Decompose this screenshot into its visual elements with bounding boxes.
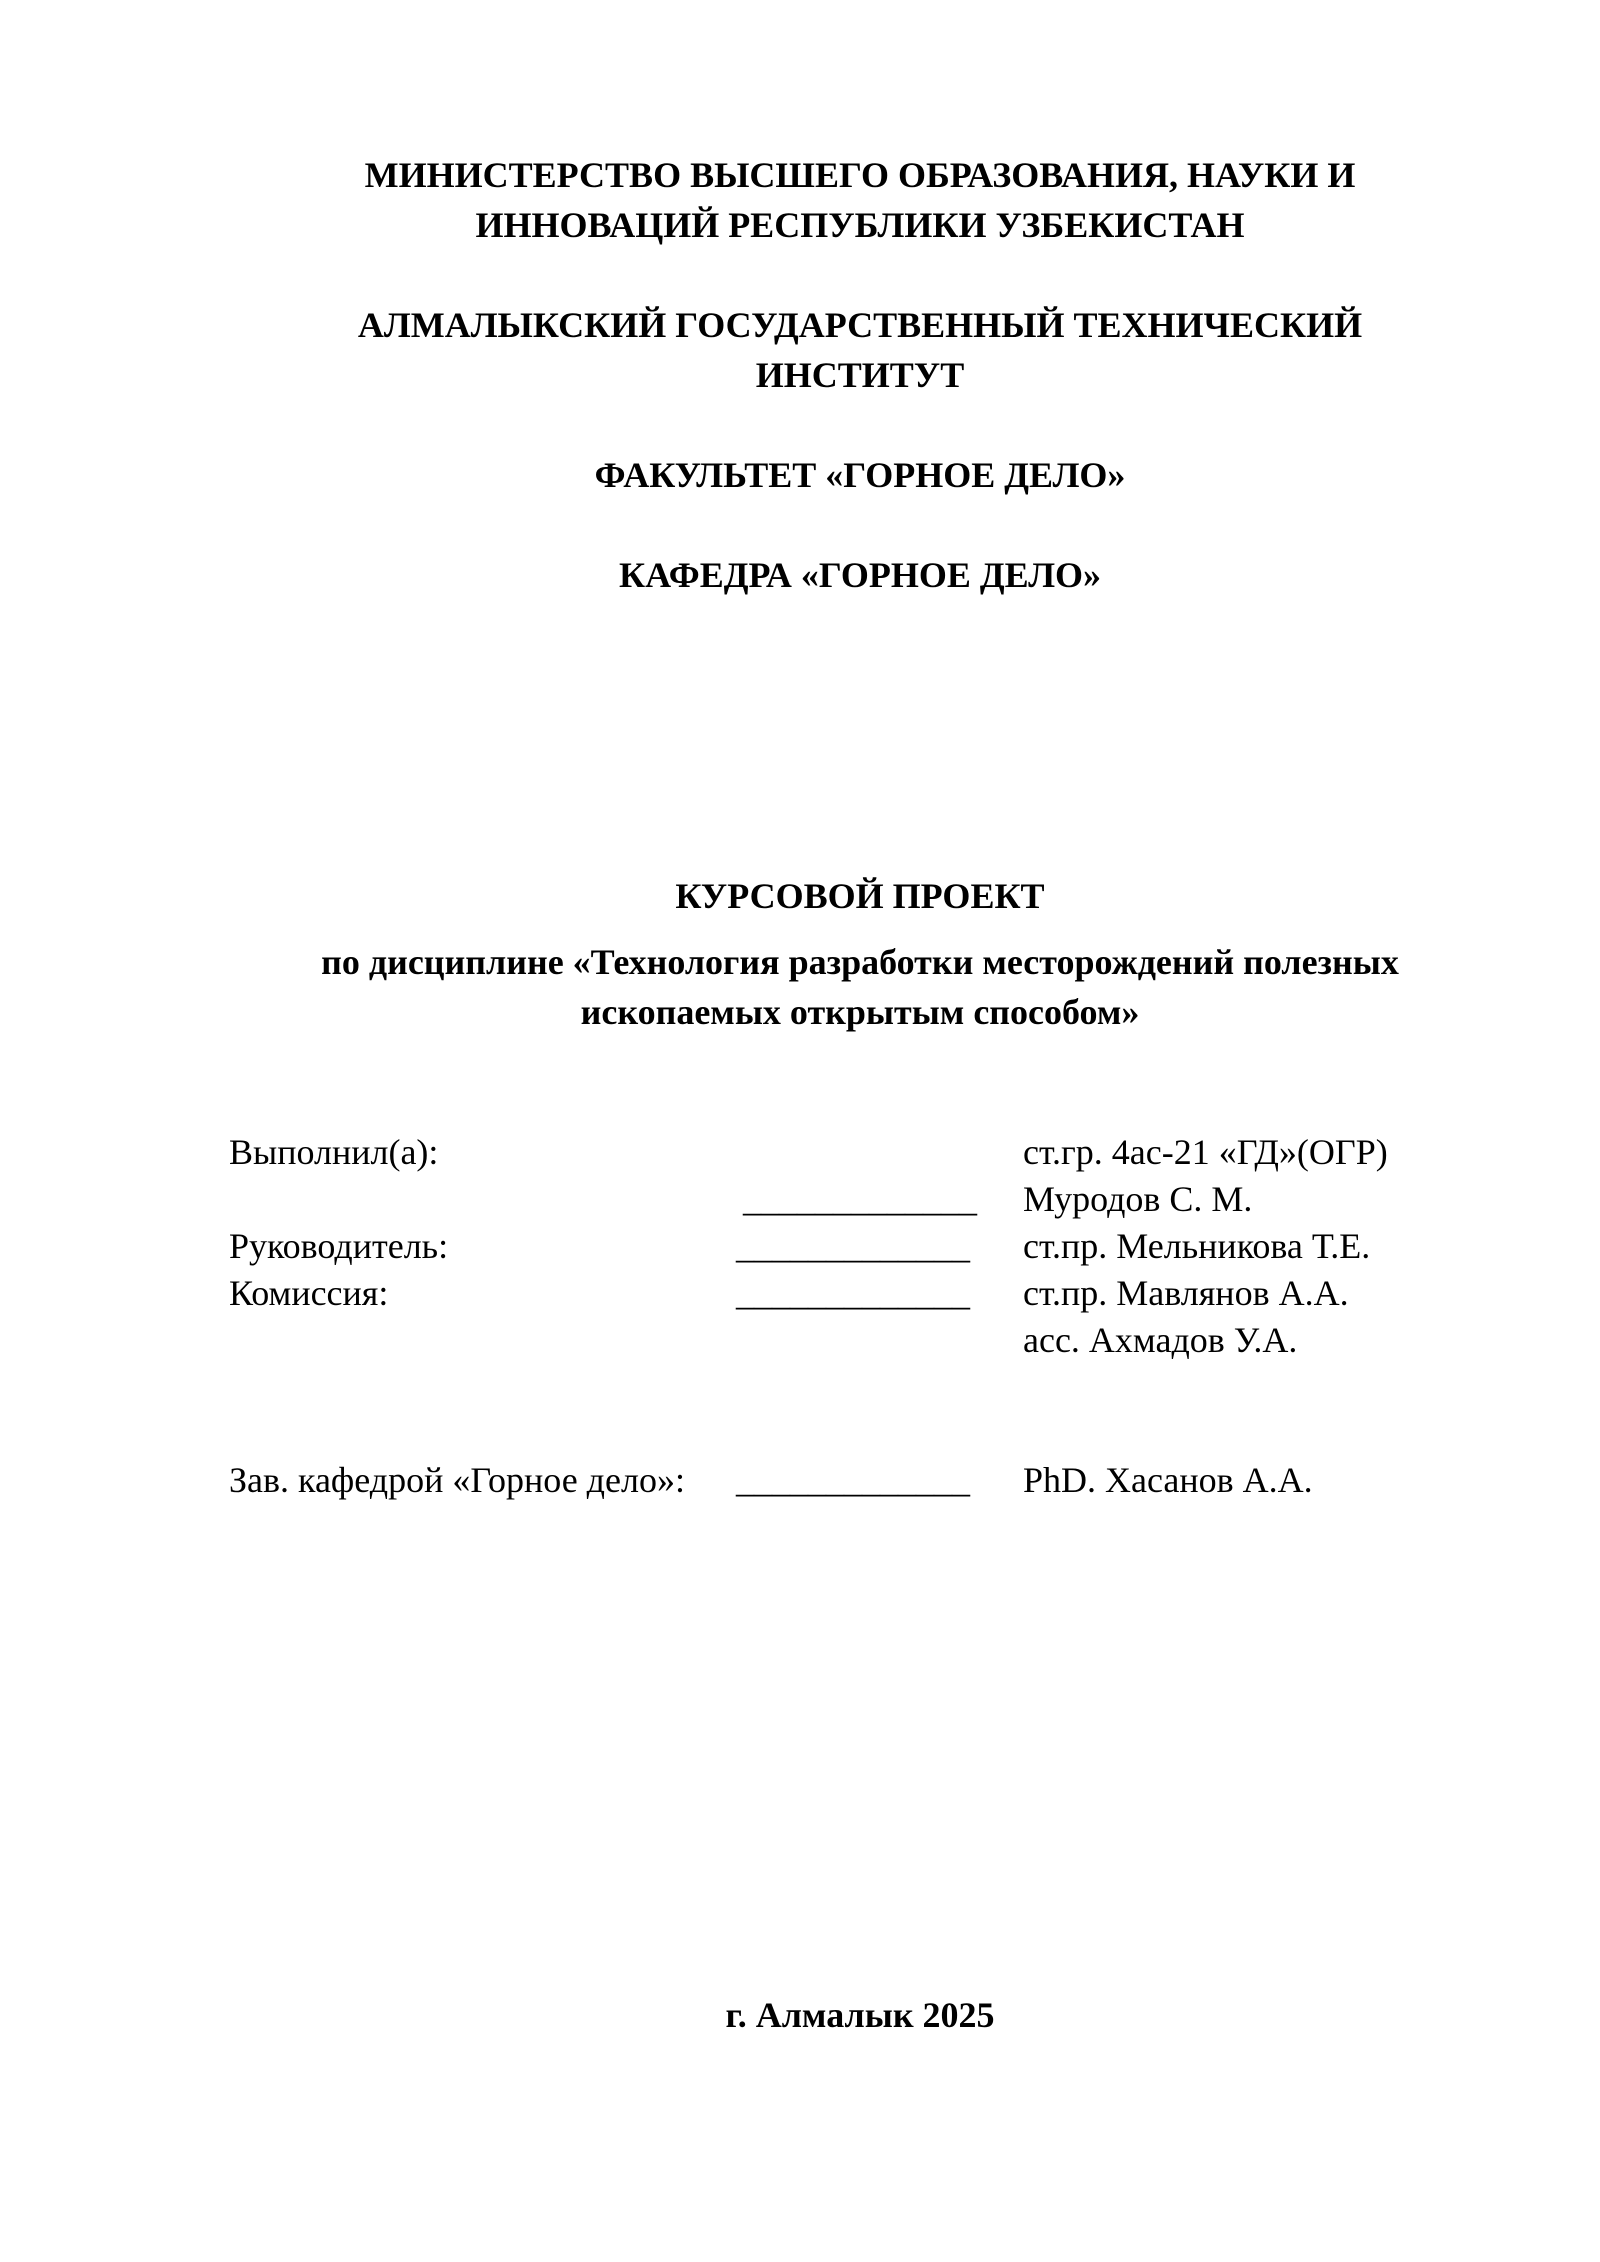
- signature-label: Руководитель:: [229, 1226, 449, 1266]
- project-title: КУРСОВОЙ ПРОЕКТ: [675, 876, 1045, 916]
- signature-label: Выполнил(а):: [229, 1132, 439, 1172]
- signature-row-department-head: [229, 1456, 1429, 1556]
- institute-heading-line-1: АЛМАЛЫКСКИЙ ГОСУДАРСТВЕННЫЙ ТЕХНИЧЕСКИЙ: [357, 305, 1363, 345]
- signature-value: асс. Ахмадов У.А.: [1023, 1320, 1298, 1360]
- signature-row-executor-name: [229, 1175, 1429, 1223]
- ministry-heading: [0, 150, 1600, 250]
- city-year: г. Алмалык 2025: [725, 1995, 995, 2035]
- discipline-title: [0, 937, 1600, 1037]
- signature-row-commission-member: [229, 1316, 1429, 1364]
- ministry-heading-line-2: ИННОВАЦИЙ РЕСПУБЛИКИ УЗБЕКИСТАН: [475, 205, 1245, 245]
- signature-value: ст.пр. Мельникова Т.Е.: [1023, 1226, 1371, 1266]
- department-head-signature-line: _____________: [736, 1460, 970, 1500]
- signature-row-commission: [229, 1269, 1429, 1317]
- signature-line: _____________: [743, 1179, 977, 1219]
- signature-line: _____________: [736, 1273, 970, 1313]
- department-heading: КАФЕДРА «ГОРНОЕ ДЕЛО»: [618, 555, 1102, 595]
- discipline-title-line-1: по дисциплине «Технология разработки месторождений полезных: [321, 942, 1399, 982]
- discipline-title-line-2: ископаемых открытым способом»: [580, 992, 1140, 1032]
- signature-value: Муродов С. М.: [1023, 1179, 1253, 1219]
- signature-value: ст.пр. Мавлянов А.А.: [1023, 1273, 1349, 1313]
- department-head-name: PhD. Хасанов А.А.: [1023, 1460, 1313, 1500]
- signature-line: _____________: [736, 1226, 970, 1266]
- signature-row-supervisor: [229, 1222, 1429, 1270]
- ministry-heading-line-1: МИНИСТЕРСТВО ВЫСШЕГО ОБРАЗОВАНИЯ, НАУКИ И: [364, 155, 1356, 195]
- signature-label: Комиссия:: [229, 1273, 389, 1313]
- signature-value: ст.гр. 4ас-21 «ГД»(ОГР): [1023, 1132, 1388, 1172]
- signature-row-executor: [229, 1128, 1429, 1176]
- department-head-label: Зав. кафедрой «Горное дело»:: [229, 1460, 685, 1500]
- institute-heading-line-2: ИНСТИТУТ: [755, 355, 965, 395]
- faculty-heading: ФАКУЛЬТЕТ «ГОРНОЕ ДЕЛО»: [594, 455, 1126, 495]
- institute-heading: [0, 300, 1600, 400]
